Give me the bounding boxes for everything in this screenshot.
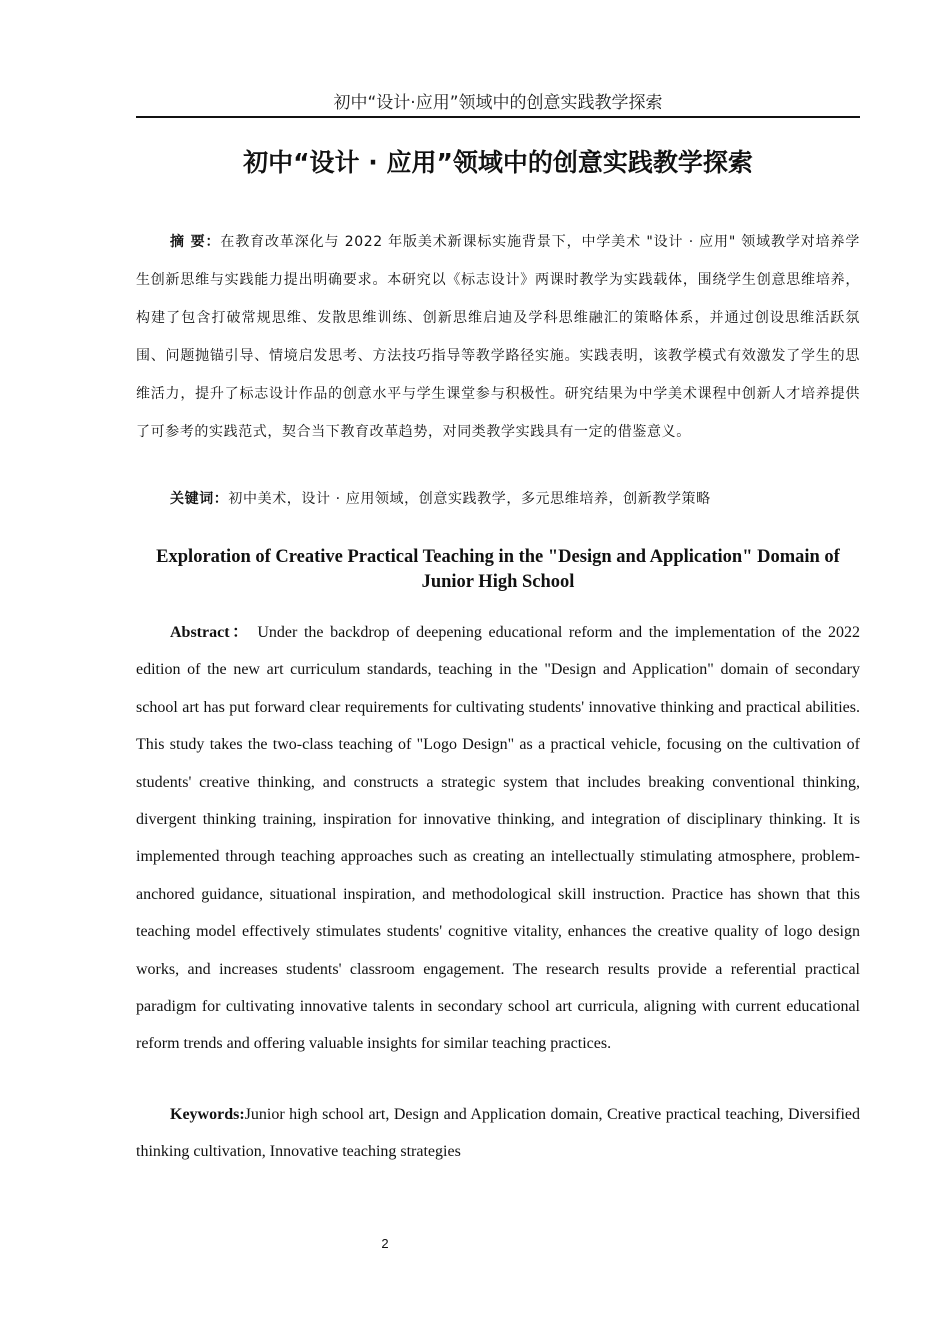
english-abstract-text: Under the backdrop of deepening educational reform and the implementation of the 2022 edition of the new art curriculum standards, teaching in the "Design and Application" domain of secondary school art has put forward clear requirements for cultivating students' innovative thinking and practical abilities. This study takes the two-class teaching of "Logo Design" as a practical vehicle, focusing on the cultivation of students' creative thinking, and constructs a strategic system that includes breaking conventional thinking, divergent thinking training, inspiration for innovative thinking, and integration of disciplinary thinking. It is implemented through teaching approaches such as creating an intellectually stimulating atmosphere, problem-anchored guidance, situational inspiration, and methodological skill instruction. Practice has shown that this teaching model effectively stimulates students' cognitive vitality, enhances the creative quality of logo design works, and increases students' classroom engagement. The research results provide a referential practical paradigm for cultivating innovative talents in secondary school art curricula, aligning with current educational reform trends and offering valuable insights for similar teaching practices. — [136, 624, 861, 1053]
chinese-abstract-text: 在教育改革深化与 2022 年版美术新课标实施背景下，中学美术 "设计 · 应用" 领域教学对培养学生创新思维与实践能力提出明确要求。本研究以《标志设计》两课时教学为实践载体，围绕学生创意思维培养，构建了包含打破常规思维、发散思维训练、创新思维启迪及学科思维融汇的策略体系，并通过创设思维活跃氛围、问题抛锚引导、情境启发思考、方法技巧指导等教学路径实施。实践表明，该教学模式有效激发了学生的思维活力，提升了标志设计作品的创意水平与学生课堂参与积极性。研究结果为中学美术课程中创新人才培养提供了可参考的实践范式，契合当下教育改革趋势，对同类教学实践具有一定的借鉴意义。 — [136, 234, 860, 440]
english-keywords-label: Keywords: — [170, 1106, 245, 1123]
chinese-keywords-text: 初中美术，设计 · 应用领域，创意实践教学，多元思维培养，创新教学策略 — [228, 491, 711, 507]
header-divider — [136, 116, 860, 118]
chinese-abstract-label: 摘 要： — [170, 234, 221, 250]
chinese-keywords-label: 关键词： — [170, 491, 229, 507]
running-header: 初中“设计·应用”领域中的创意实践教学探索 — [333, 93, 663, 113]
chinese-abstract — [136, 223, 860, 451]
chinese-keywords — [136, 480, 860, 518]
english-keywords — [136, 1096, 860, 1171]
page-number: 2 — [381, 1236, 389, 1251]
chinese-title: 初中“设计 · 应用”领域中的创意实践教学探索 — [243, 148, 753, 177]
english-abstract-label: Abstract： — [170, 624, 251, 641]
english-abstract — [136, 614, 860, 1063]
english-keywords-text: Junior high school art, Design and Application domain, Creative practical teaching, Diversified thinking cultivation, Innovative teaching strategies — [136, 1106, 860, 1161]
english-title: Exploration of Creative Practical Teaching in the "Design and Application" Domain of Junior High School — [156, 547, 840, 592]
